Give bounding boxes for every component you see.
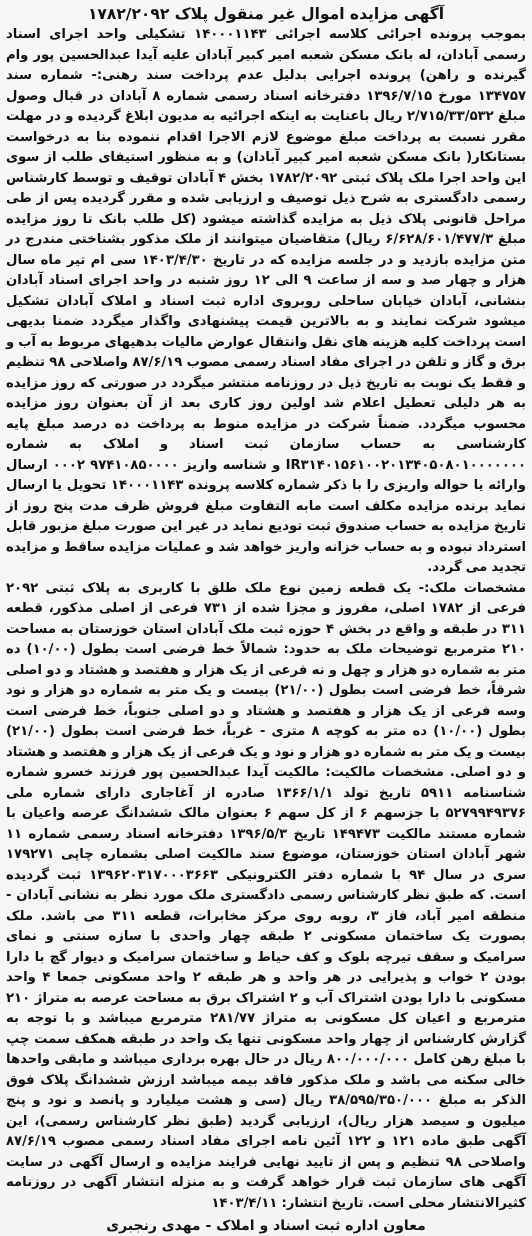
notice-paragraph-case: بموجب پرونده اجرائی کلاسه اجرائی ۱۴۰۰۰۱۱۴۳ تشکیلی واحد اجرای اسناد رسمی آبادان، له بانک مسکن شعبه امیر کبیر آبادان علیه آیدا عبدالحسین پور وام گیرنده و راهن) پرونده اجرایی بدلیل عدم پرداخت سند رهنی:- شماره سند ۱۳۴۷۵۷ مورخ ۱۳۹۶/۷/۱۵ دفترخانه اسناد رسمی شماره ۸ آبادان در قبال وصول مبلغ ۲/۷۱۵/۳۳/۵۳۲ ریال باعنایت به اینکه اجرائیه به مدیون ابلاغ گردیده و در مهلت مقرر نسبت به پرداخت مبلغ موضوع لازم الاجرا اقدام ننموده بنا به درخواست بستانکار( بانک مسکن شعبه امیر کبیر آبادان) و به منظور استیفای طلب از سوی این واحد اجرا ملک پلاک ثبتی ۱۷۸۲/۲۰۹۲ بخش ۴ آبادان توقیف و توسط کارشناس رسمی دادگستری به شرح ذیل توصیف و ارزیابی شده و مقرر گردیده پس از طی مراحل قانونی پلاک ذیل به مزایده گذاشته میشود (کل طلب بانک تا روز مزایده مبلغ ۶/۶۲۸/۶۰۱/۴۷۷/۳ ریال) متقاضیان میتوانند از ملک مذکور بشناختی مندرج در متن مزایده بازدید و در جلسه مزایده که در تاریخ ۱۴۰۳/۴/۳۰ سی ام تیر ماه سال هزار و چهار صد و سه از ساعت ۹ الی ۱۲ روز شنبه در واحد اجرای اسناد آبادان بنشانی، آبادان خیابان ساحلی روبروی اداره ثبت اسناد و املاک آبادان تشکیل میشود شرکت نمایند و به بالاترین قیمت پیشنهادی واگذار میگردد ضمنا بدیهی است پرداخت کلیه هزینه های نقل وانتقال عوارض مالیات بدهیهای مربوط به آب و برق و گاز و تلفن در اجرای مفاد اسناد رسمی مصوب ۸۷/۶/۱۹ واصلاحی ۹۸ تنظیم و فقط یک نوبت به تاریخ ذیل در روزنامه منتشر میگردد در صورتی که روز مزایده به هر دلیلی تعطیل اعلام شد اولین روز کاری بعد از آن بعنوان روز مزایده محسوب میگردد. ضمناً شرکت در مزایده منوط به پرداخت ده درصد مبلغ پایه کارشناسی به حساب سازمان ثبت اسناد و املاک به شماره IR۳۱۴۰۱۵۶۱۰۰۲۰۱۳۴۰۵۰۸۰۱۰۰۰۰۰۰۰ و شناسه واریز ۹۷۴۱۰۸۵۰۰۰۰ ۰۰۰۲ ارسال وارائه یا حواله واریزی را با ذکر شماره کلاسه پرونده ۱۴۰۰۰۱۱۴۳ تحویل یا ارسال نماید برنده مزایده مکلف است مابه التفاوت مبلغ فروش ظرف مدت پنج روز از تاریخ مزایده به حساب صندوق ثبت تودیع نماید در غیر این صورت مبلغ مزبور قابل استرداد نبوده و به حساب خزانه واریز خواهد شد و عملیات مزایده ساقط و مزایده تجدید می گردد. (6, 27, 527, 575)
notice-signature: معاون اداره ثبت اسناد و املاک - مهدی رنجبری (106, 1218, 426, 1234)
notice-title: آگهی مزایده اموال غیر منقول پلاک ۱۷۸۲/۲۰۹۲ (87, 5, 445, 23)
notice-paragraph-property: مشخصات ملک:- یک قطعه زمین نوع ملک طلق با کاربری به پلاک ثبتی ۲۰۹۲ فرعی از ۱۷۸۲ اصلی، مفروز و مجزا شده از ۷۳۱ فرعی از اصلی مذکور، قطعه ۳۱۱ در طبقه و واقع در بخش ۴ حوزه ثبت ملک آبادان استان خوزستان به مساحت ۲۱۰ مترمربع توضیحات ملک به حدود: شمالاً خط فرضی است بطول (۱۰/۰۰) ده متر به شماره دو هزار و چهل و نه فرعی از یک هزار و هفتصد و هشتاد و دو اصلی شرقاً، خط فرضی است بطول (۲۱/۰۰) بیست و یک متر به شماره دو هزار و نود وسه فرعی از یک هزار و هفتصد و هشتاد و دو اصلی جنوباً، خط فرضی است بطول (۱۰/۰۰) ده متر به کوچه ۸ متری - غرباً، خط فرضی است بطول (۲۱/۰۰) بیست و یک متر به شماره دو هزار و نود و یک فرعی از یک هزار و هفتصد و هشتاد و دو اصلی. مشخصات مالکیت: مالکیت آیدا عبدالحسین پور فرزند خسرو شماره شناسنامه ۵۹۱۱ تاریخ تولد ۱۳۶۶/۱/۱ صادره از آغاجاری دارای شماره ملی ۵۲۷۹۹۴۹۳۷۶ با جزسهم ۶ از کل سهم ۶ بعنوان مالک ششدانگ عرصه واعیان با شماره مستند مالکیت ۱۴۹۴۷۳ تاریخ ۱۳۹۶/۵/۳ دفترخانه اسناد رسمی شماره ۱۱ شهر آبادان استان خوزستان، موضوع سند مالکیت اصلی بشماره چاپی ۱۷۹۲۷۱ سری در سال ۹۴ با شماره دفتر الکترونیکی ۱۳۹۶۲۰۳۱۷۰۰۰۳۶۶۳ ثبت گردیده است. که طبق نظر کارشناس رسمی دادگستری ملک مورد نظر به نشانی آبادان - منطقه امیر آباد، فاز ۳، روبه روی مرکز مخابرات، قطعه ۳۱۱ می باشد. ملک بصورت یک ساختمان مسکونی ۲ طبقه چهار واحدی با سازه سنتی و نمای سرامیک و سقف تیرچه بلوک و کف حیاط و ساختمان سرامیک و دیوار گچ با دارا بودن ۲ خواب و پذیرایی در هر واحد و هر طبقه ۲ واحد مسکونی جمعا ۴ واحد مسکونی با دارا بودن اشتراک آب و ۲ اشتراک برق به مساحت عرصه به متراژ ۲۱۰ مترمربع و اعیان کل مسکونی به متراژ ۲۸۱/۷۷ مترمربع میباشد و با توجه به گزارش کارشناس از چهار واحد مسکونی تنها یک واحد در طبقه همکف سمت چپ با مبلغ رهن کامل ۸۰۰/۰۰۰/۰۰۰ ریال در حال بهره برداری میباشد و مابقی واحدها خالی سکنه می باشد و ملک مذکور فاقد بیمه میباشد ارزش ششدانگ پلاک فوق الذکر به مبلغ ۳۸/۵۹۵/۳۵۰/۰۰۰ ریال (سی و هشت میلیارد و پانصد و نود و پنج میلیون و سیصد هزار ریال)، ارزیابی گردید (طبق نظر کارشناس رسمی)، این آگهی طبق ماده ۱۲۱ و ۱۲۲ آئین نامه اجرای مفاد اسناد رسمی مصوب ۸۷/۶/۱۹ واصلاحی ۹۸ تنظیم و پس از تایید نهایی فرایند مزایده و ارسال آگهی در سایت آگهی های سازمان ثبت قرار خواهد گرفت و به منزله انتشار آگهی در روزنامه کثیرالانتشار محلی است. تاریخ انتشار: ۱۴۰۳/۴/۱۱ (6, 580, 527, 1211)
